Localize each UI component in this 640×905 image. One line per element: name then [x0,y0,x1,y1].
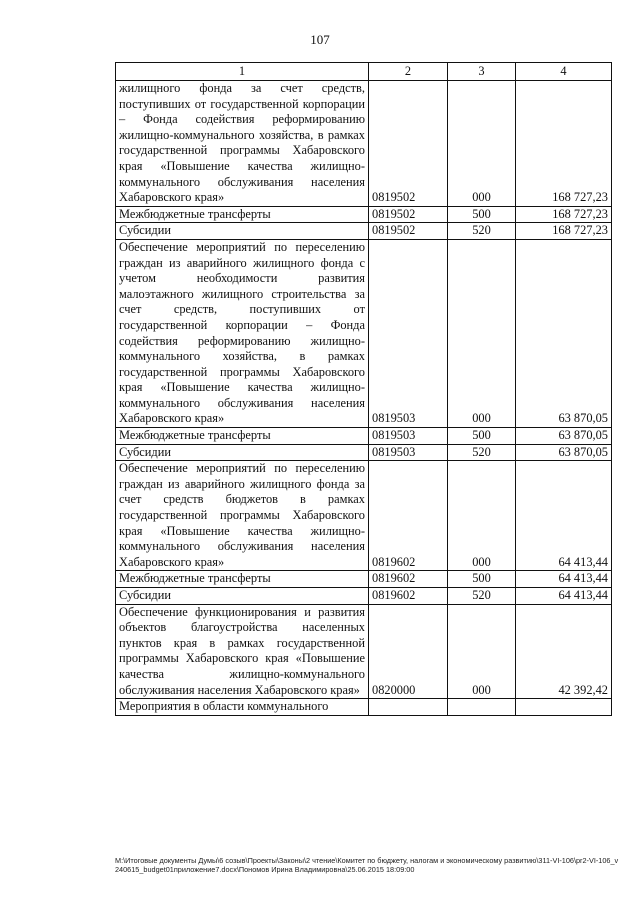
table-row [116,461,612,571]
table-row [116,81,612,207]
table-row [116,444,612,461]
row-vr: 500 [448,571,516,588]
table-row [116,206,612,223]
header-col-1: 1 [116,63,369,81]
row-vr: 000 [448,604,516,699]
row-name: Мероприятия в области коммунального [116,699,369,716]
row-amount: 64 413,44 [516,461,612,571]
row-amount: 168 727,23 [516,206,612,223]
table-row [116,571,612,588]
row-code [369,699,448,716]
table-row [116,588,612,605]
document-path-footer: М:\Итоговые документы Думы\6 созыв\Проекты\Законы\2 чтение\Комитет по бюджету, налогам и экономическому развитию\311-VI-106\pr2-VI-106_v240615_budget01приложение7.docx\Пономов Ирина Владимировна\25.06.2015 18:09:00 [115,856,619,874]
row-name: Субсидии [116,588,369,605]
header-col-4: 4 [516,63,612,81]
row-name: Межбюджетные трансферты [116,428,369,445]
header-row [116,63,612,81]
row-vr: 000 [448,461,516,571]
table-row [116,699,612,716]
header-col-2: 2 [369,63,448,81]
row-vr: 000 [448,239,516,427]
row-code: 0820000 [369,604,448,699]
row-name: Обеспечение мероприятий по переселению граждан из аварийного жилищного фонда за счет средств бюджетов в рамках государственной программы Хабаровского края «Повышение качества жилищно-коммунального обслуживания населения Хабаровского края» [116,461,369,571]
row-code: 0819502 [369,223,448,240]
row-code: 0819503 [369,239,448,427]
row-vr: 520 [448,223,516,240]
row-name: Обеспечение функционирования и развития объектов благоустройства населенных пунктов края в рамках государственной программы Хабаровского края «Повышение качества жилищно-коммунального обслуживания населения Хабаровского края» [116,604,369,699]
row-vr: 500 [448,206,516,223]
table-row [116,239,612,427]
row-amount: 64 413,44 [516,571,612,588]
row-amount: 64 413,44 [516,588,612,605]
page-number: 107 [310,32,330,47]
row-vr: 520 [448,444,516,461]
row-amount: 168 727,23 [516,81,612,207]
row-code: 0819602 [369,461,448,571]
table-row [116,428,612,445]
table-row [116,223,612,240]
row-vr: 500 [448,428,516,445]
row-amount [516,699,612,716]
row-name: жилищного фонда за счет средств, поступивших от государственной корпорации – Фонда содействия реформированию жилищно-коммунального хозяйства, в рамках государственной программы Хабаровского края «Повышение качества жилищно-коммунального обслуживания населения Хабаровского края» [116,81,369,207]
row-name: Субсидии [116,223,369,240]
header-col-3: 3 [448,63,516,81]
row-name: Обеспечение мероприятий по переселению граждан из аварийного жилищного фонда с учетом необходимости развития малоэтажного жилищного строительства за счет средств, поступивших от государственной корпорации – Фонда содействия реформированию жилищно-коммунального хозяйства, в рамках государственной программы Хабаровского края «Повышение качества жилищно-коммунального обслуживания населения Хабаровского края» [116,239,369,427]
budget-table [115,62,612,716]
row-amount: 63 870,05 [516,428,612,445]
row-name: Межбюджетные трансферты [116,206,369,223]
row-amount: 63 870,05 [516,444,612,461]
row-name: Межбюджетные трансферты [116,571,369,588]
row-name: Субсидии [116,444,369,461]
row-code: 0819503 [369,444,448,461]
row-code: 0819502 [369,81,448,207]
row-amount: 63 870,05 [516,239,612,427]
row-vr [448,699,516,716]
row-code: 0819502 [369,206,448,223]
table-row [116,604,612,699]
row-code: 0819602 [369,588,448,605]
row-code: 0819602 [369,571,448,588]
row-code: 0819503 [369,428,448,445]
row-vr: 520 [448,588,516,605]
row-amount: 42 392,42 [516,604,612,699]
row-amount: 168 727,23 [516,223,612,240]
row-vr: 000 [448,81,516,207]
